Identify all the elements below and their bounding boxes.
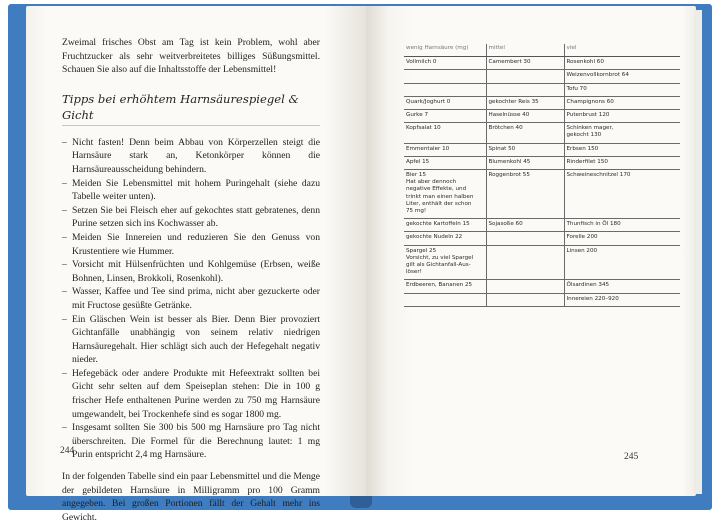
cell-medium: Camembert 30: [486, 57, 564, 70]
cell-low: Spargel 25 Vorsicht, zu viel Spargel gilt als Gichtanfall-Aus- löser!: [404, 245, 486, 280]
cell-medium: gekochter Reis 35: [486, 96, 564, 109]
cell-medium: Brötchen 40: [486, 123, 564, 143]
table-row: [404, 57, 680, 70]
tip-item: – Vorsicht mit Hülsenfrüchten und Kohlgemüse (Erbsen, weiße Bohnen, Linsen, Brokkoli, Rosenkohl).: [62, 258, 320, 285]
cell-high: Champignons 60: [564, 96, 680, 109]
cell-low: Emmentaler 10: [404, 143, 486, 156]
table-row: [404, 143, 680, 156]
cell-medium: Spinat 50: [486, 143, 564, 156]
cell-medium: Haselnüsse 40: [486, 110, 564, 123]
column-header-high: viel: [564, 44, 680, 57]
tips-heading: Tipps bei erhöhtem Harnsäurespiegel & Gicht: [62, 91, 320, 126]
cell-low: gekochte Nudeln 22: [404, 232, 486, 245]
cell-low: [404, 293, 486, 306]
cell-medium: Roggenbrot 55: [486, 170, 564, 219]
cell-medium: Sojasoße 60: [486, 219, 564, 232]
cell-high: Putenbrust 120: [564, 110, 680, 123]
table-row: [404, 110, 680, 123]
cell-medium: [486, 70, 564, 83]
cell-low: Bier 15 Hat aber dennoch negative Effekte, und trinkt man einen halben Liter, enthält der schon 75 mg!: [404, 170, 486, 219]
cell-high: Schweineschnitzel 170: [564, 170, 680, 219]
cell-high: Weizenvollkornbrot 64: [564, 70, 680, 83]
table-row: [404, 280, 680, 293]
intro-paragraph: Zweimal frisches Obst am Tag ist kein Problem, wohl aber Fruchtzucker als sehr weitverbreitetes billiges Süßungsmittel. Schauen Sie also auf die Inhaltsstoffe der Lebensmittel!: [62, 37, 320, 76]
cell-medium: [486, 232, 564, 245]
cell-medium: [486, 280, 564, 293]
tip-item: – Ein Gläschen Wein ist besser als Bier. Denn Bier provoziert Gichtanfälle unabhängig von seinem relativ niedrigen Harnsäuregehalt. Hier schlägt sich auch der Hefegehalt negativ nieder.: [62, 313, 320, 367]
column-header-low: wenig Harnsäure (mg): [404, 44, 486, 57]
tip-item: – Hefegebäck oder andere Produkte mit Hefeextrakt sollten bei Gicht sehr selten auf dem Speiseplan stehen: Die in 100 g frischer Hefe enthaltenen Purine werden zu 750 mg Harnsäure umgewandelt, bei Trockenhefe sind es sogar 1800 mg.: [62, 367, 320, 421]
table-body: [404, 57, 680, 307]
cell-high: Rosenkohl 60: [564, 57, 680, 70]
cell-high: Schinken mager, gekocht 130: [564, 123, 680, 143]
column-header-medium: mittel: [486, 44, 564, 57]
table-row: [404, 96, 680, 109]
table-row: [404, 293, 680, 306]
cell-low: Erdbeeren, Bananen 25: [404, 280, 486, 293]
table-row: [404, 83, 680, 96]
cell-medium: [486, 293, 564, 306]
cell-low: Vollmilch 0: [404, 57, 486, 70]
table-row: [404, 232, 680, 245]
uric-acid-table: [404, 44, 680, 307]
tip-item: – Insgesamt sollten Sie 300 bis 500 mg Harnsäure pro Tag nicht überschreiten. Die Formel für die Berechnung lautet: 1 mg Purin entspricht 2,4 mg Harnsäure.: [62, 421, 320, 462]
table-intro-paragraph: In der folgenden Tabelle sind ein paar Lebensmittel und die Menge der gebildeten Harnsäure in Milligramm pro 100 Gramm angegeben. Bei großen Portionen fällt der Gehalt mehr ins Gewicht.: [62, 471, 320, 523]
cell-low: gekochte Kartoffeln 15: [404, 219, 486, 232]
table-row: [404, 245, 680, 280]
cell-low: [404, 83, 486, 96]
cell-high: Rinderfilet 150: [564, 156, 680, 169]
table-row: [404, 156, 680, 169]
cell-high: Tofu 70: [564, 83, 680, 96]
cell-high: Ölsardinen 345: [564, 280, 680, 293]
cell-medium: Blumenkohl 45: [486, 156, 564, 169]
cell-low: [404, 70, 486, 83]
cell-low: Kopfsalat 10: [404, 123, 486, 143]
page-number-left: 244: [60, 446, 75, 456]
left-page-text: [62, 36, 320, 524]
table-row: [404, 123, 680, 143]
cell-medium: [486, 245, 564, 280]
cell-high: Forelle 200: [564, 232, 680, 245]
tip-item: – Meiden Sie Innereien und reduzieren Sie den Genuss von Krustentiere wie Hummer.: [62, 231, 320, 258]
page-edges: [694, 10, 702, 494]
table-row: [404, 70, 680, 83]
cell-low: Apfel 15: [404, 156, 486, 169]
table-header-row: [404, 44, 680, 57]
page-number-right: 245: [624, 452, 639, 462]
cell-medium: [486, 83, 564, 96]
cell-high: Linsen 200: [564, 245, 680, 280]
table-row: [404, 170, 680, 219]
cell-high: Thunfisch in Öl 180: [564, 219, 680, 232]
cell-high: Innereien 220–920: [564, 293, 680, 306]
tip-item: – Nicht fasten! Denn beim Abbau von Körperzellen steigt die Harnsäure stark an, Ketonkörper können die Harnsäureausscheidung behindern.: [62, 136, 320, 177]
tip-item: – Meiden Sie Lebensmittel mit hohem Puringehalt (siehe dazu Tabelle weiter unten).: [62, 177, 320, 204]
tip-item: – Wasser, Kaffee und Tee sind prima, nicht aber gezuckerte oder mit Fructose gesüßte Getränke.: [62, 285, 320, 312]
cell-low: Quark/Joghurt 0: [404, 96, 486, 109]
table-row: [404, 219, 680, 232]
book-spine: [350, 494, 372, 508]
tip-item: – Setzen Sie bei Fleisch eher auf gekochtes statt gebratenes, denn Purine setzen sich ins Kochwasser ab.: [62, 204, 320, 231]
cell-high: Erbsen 150: [564, 143, 680, 156]
tips-list: [62, 136, 320, 462]
cell-low: Gurke 7: [404, 110, 486, 123]
